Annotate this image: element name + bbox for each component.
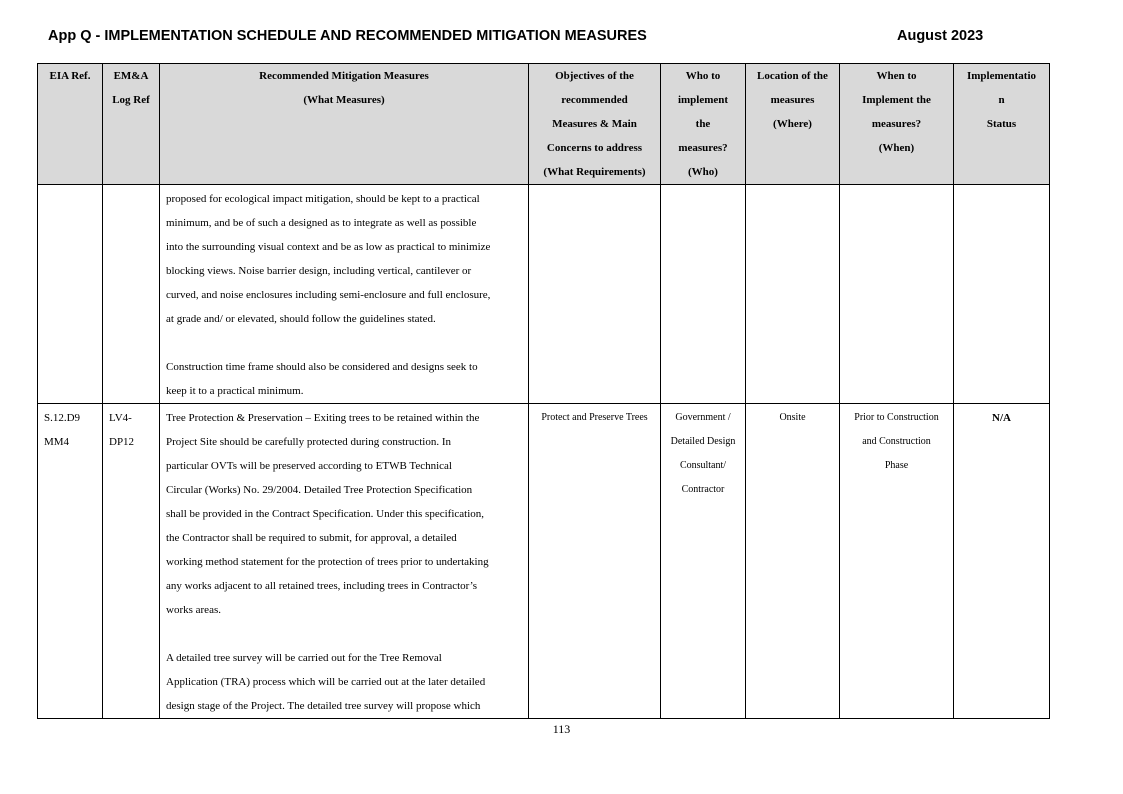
text-line: and Construction <box>862 436 931 447</box>
col-header-line: (Where) <box>773 118 812 130</box>
text-line: keep it to a practical minimum. <box>166 385 304 397</box>
implementation-schedule-table <box>37 63 1050 719</box>
text-line: curved, and noise enclosures including semi-enclosure and full enclosure, <box>166 289 491 301</box>
who-cell <box>661 404 746 719</box>
table-header-row <box>38 64 1050 185</box>
col-header-line: (When) <box>878 142 915 154</box>
when-cell <box>840 404 954 719</box>
col-header-line: Status <box>986 118 1017 130</box>
col-header-line: EM&A <box>113 70 149 82</box>
text-line: DP12 <box>109 436 135 448</box>
measures-cell <box>160 185 529 404</box>
col-header-line: Recommended Mitigation Measures <box>259 70 429 82</box>
measures-cell <box>160 404 529 719</box>
text-line: any works adjacent to all retained trees, including trees in Contractor’s <box>166 580 478 592</box>
col-header-line: EIA Ref. <box>49 70 91 82</box>
col-header-line: (Who) <box>688 166 718 178</box>
col-header-line: recommended <box>561 94 628 106</box>
measure-paragraph <box>166 406 522 622</box>
status-cell: N/A <box>954 404 1050 719</box>
measure-paragraph <box>166 187 522 331</box>
measure-paragraph <box>166 646 522 718</box>
document-date: August 2023 <box>897 28 984 44</box>
text-line: Tree Protection & Preservation – Exiting trees to be retained within the <box>166 412 480 424</box>
log-ref-cell <box>103 404 160 719</box>
where-cell <box>746 185 840 404</box>
text-line: Circular (Works) No. 29/2004. Detailed Tree Protection Specification <box>166 484 473 496</box>
eia-ref-cell <box>38 185 103 404</box>
col-header-line: Who to <box>685 70 721 82</box>
col-header-line: (What Measures) <box>303 94 385 106</box>
text-line: working method statement for the protection of trees prior to undertaking <box>166 556 489 568</box>
col-header <box>954 64 1050 185</box>
text-line: A detailed tree survey will be carried out for the Tree Removal <box>166 652 442 664</box>
text-line: blocking views. Noise barrier design, including vertical, cantilever or <box>166 265 472 277</box>
text-line: Project Site should be carefully protected during construction. In <box>166 436 452 448</box>
objectives-cell <box>529 185 661 404</box>
text-line: works areas. <box>166 604 221 616</box>
text-line: Application (TRA) process which will be carried out at the later detailed <box>166 676 486 688</box>
col-header-line: Location of the <box>757 70 828 82</box>
eia-ref-cell <box>38 404 103 719</box>
col-header-line: Implement the <box>862 94 931 106</box>
text-line: Government / <box>675 412 731 423</box>
table-row <box>38 404 1050 719</box>
text-line: S.12.D9 <box>44 412 81 424</box>
text-line: Consultant/ <box>679 460 727 471</box>
table-row <box>38 185 1050 404</box>
text-line: shall be provided in the Contract Specification. Under this specification, <box>166 508 484 520</box>
col-header <box>160 64 529 185</box>
text-line: particular OVTs will be preserved according to ETWB Technical <box>166 460 452 472</box>
page-number: 113 <box>552 722 571 736</box>
text-line: proposed for ecological impact mitigation, should be kept to a practical <box>166 193 480 205</box>
document-title: App Q - IMPLEMENTATION SCHEDULE AND RECOMMENDED MITIGATION MEASURES <box>48 28 647 44</box>
col-header <box>840 64 954 185</box>
col-header-line: the <box>695 118 711 130</box>
text-line: Onsite <box>779 412 806 423</box>
col-header-line: When to <box>876 70 917 82</box>
col-header-line: (What Requirements) <box>543 166 646 178</box>
text-line: Construction time frame should also be considered and designs seek to <box>166 361 478 373</box>
text-line: Prior to Construction <box>854 412 939 423</box>
objectives-cell <box>529 404 661 719</box>
col-header-line: measures <box>770 94 815 106</box>
when-cell <box>840 185 954 404</box>
text-line: the Contractor shall be required to submit, for approval, a detailed <box>166 532 457 544</box>
col-header-line: measures? <box>678 142 728 154</box>
text-line: Phase <box>884 460 909 471</box>
status-cell <box>954 185 1050 404</box>
col-header-line: Log Ref <box>112 94 150 106</box>
text-line: minimum, and be of such a designed as to integrate as well as possible <box>166 217 477 229</box>
log-ref-cell <box>103 185 160 404</box>
col-header-line: Measures & Main <box>552 118 637 130</box>
col-header <box>529 64 661 185</box>
col-header-line: implement <box>677 94 729 106</box>
text-line: design stage of the Project. The detailed tree survey will propose which <box>166 700 481 712</box>
measure-paragraph <box>166 355 522 403</box>
col-header <box>38 64 103 185</box>
text-line: Contractor <box>681 484 725 495</box>
text-line: Detailed Design <box>670 436 736 447</box>
text-line: LV4- <box>109 412 132 424</box>
col-header-line: Concerns to address <box>546 142 643 154</box>
text-line: at grade and/ or elevated, should follow the guidelines stated. <box>166 313 436 325</box>
text-line: into the surrounding visual context and be as low as practical to minimize <box>166 241 491 253</box>
col-header-line: Implementatio <box>966 70 1037 82</box>
text-line: MM4 <box>44 436 70 448</box>
who-cell <box>661 185 746 404</box>
text-line: Protect and Preserve Trees <box>541 412 648 423</box>
col-header-line: measures? <box>871 118 922 130</box>
col-header <box>103 64 160 185</box>
col-header-line: n <box>998 94 1005 106</box>
where-cell <box>746 404 840 719</box>
col-header-line: Objectives of the <box>555 70 634 82</box>
col-header <box>746 64 840 185</box>
col-header <box>661 64 746 185</box>
